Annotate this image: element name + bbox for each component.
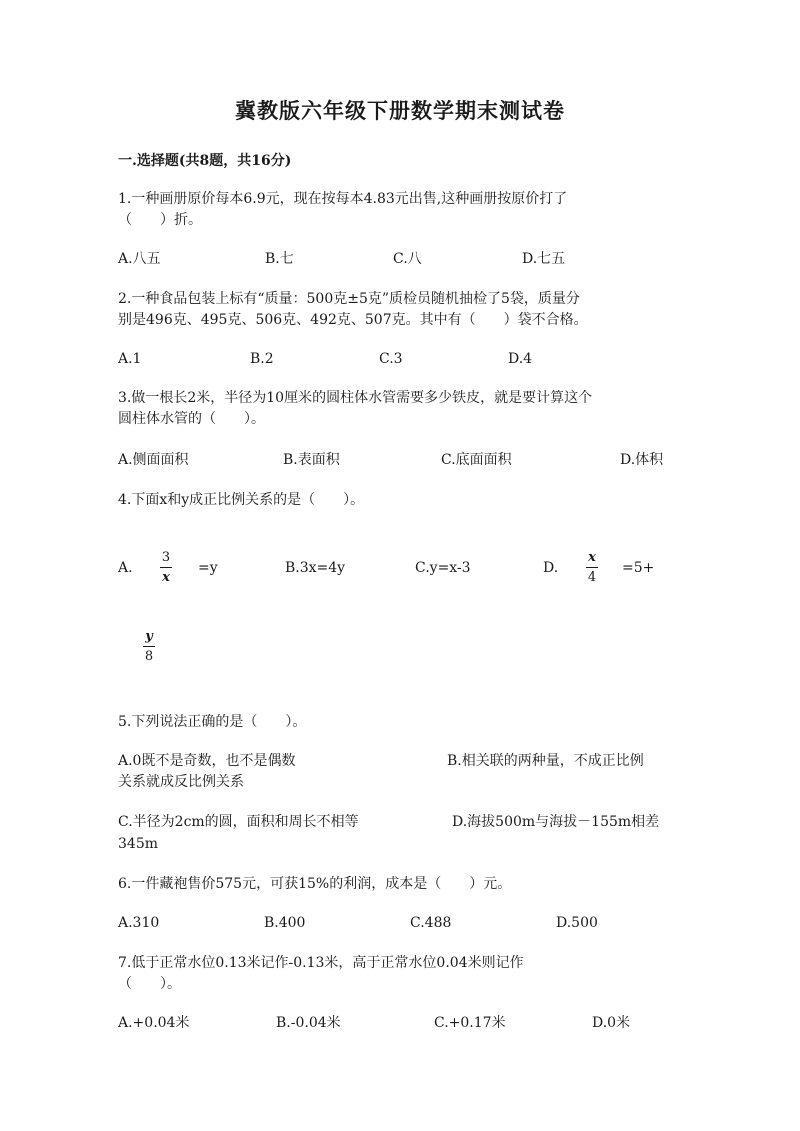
question-5-option-b-line-2: 关系就成反比例关系 — [118, 774, 244, 790]
question-4-option-d-label: D. — [543, 560, 559, 576]
question-6-option-d: D.500 — [556, 915, 598, 931]
question-4-option-c: C.y=x-3 — [415, 560, 471, 576]
question-1-option-c: C.八 — [393, 251, 422, 267]
question-4-option-d-tail: =5+ — [622, 560, 655, 576]
question-7-line-2: （ ）。 — [118, 976, 181, 992]
question-2-option-b: B.2 — [250, 351, 274, 367]
question-4-option-a-label: A. — [118, 560, 133, 576]
section-heading: 一.选择题(共8题，共16分) — [118, 153, 292, 169]
question-3-line-2: 圆柱体水管的（ ）。 — [118, 411, 265, 427]
question-1-line-2: （ ）折。 — [118, 212, 202, 228]
question-1-line-1: 1.一种画册原价每本6.9元，现在按每本4.83元出售,这种画册按原价打了 — [118, 191, 568, 207]
question-5-option-b-line-1: B.相关联的两种量，不成正比例 — [447, 753, 644, 769]
question-1-option-d: D.七五 — [522, 251, 566, 267]
question-7-option-d: D.0米 — [592, 1015, 631, 1031]
question-1-option-a: A.八五 — [118, 251, 161, 267]
page-title: 冀教版六年级下册数学期末测试卷 — [235, 98, 565, 123]
question-4-option-d-fraction — [586, 550, 598, 585]
question-3-option-d: D.体积 — [620, 452, 664, 468]
question-5-option-d-line-1: D.海拔500m与海拔－155m相差 — [452, 814, 660, 830]
question-6-option-b: B.400 — [264, 915, 306, 931]
question-3-option-c: C.底面面积 — [441, 452, 512, 468]
question-2-option-a: A.1 — [118, 351, 142, 367]
question-5-option-c: C.半径为2cm的圆，面积和周长不相等 — [118, 814, 359, 830]
fraction-numerator: y — [145, 629, 153, 644]
question-4-option-a-tail: =y — [198, 560, 218, 576]
question-4-option-b: B.3x=4y — [285, 560, 346, 576]
question-5-option-a: A.0既不是奇数，也不是偶数 — [118, 753, 296, 769]
fraction-denominator: 8 — [144, 649, 154, 664]
fraction-bar — [586, 567, 598, 568]
question-1-option-b: B.七 — [265, 251, 294, 267]
question-7-option-b: B.-0.04米 — [276, 1015, 341, 1031]
question-2-option-d: D.4 — [508, 351, 533, 367]
fraction-numerator: x — [588, 550, 596, 565]
question-5-line-1: 5.下列说法正确的是（ ）。 — [118, 714, 307, 730]
question-2-line-1: 2.一种食品包装上标有“质量：500克±5克”质检员随机抽检了5袋，质量分 — [118, 291, 580, 307]
question-3-line-1: 3.做一根长2米，半径为10厘米的圆柱体水管需要多少铁皮，就是要计算这个 — [118, 390, 593, 406]
question-2-option-c: C.3 — [379, 351, 403, 367]
question-6-option-c: C.488 — [410, 915, 452, 931]
question-5-option-d-line-2: 345m — [118, 836, 158, 852]
fraction-numerator: 3 — [161, 550, 171, 565]
fraction-denominator: 4 — [587, 570, 597, 585]
question-4-line-1: 4.下面x和y成正比例关系的是（ ）。 — [118, 492, 365, 508]
fraction-denominator: x — [162, 570, 170, 585]
question-4-option-a-fraction — [160, 550, 172, 585]
question-6-option-a: A.310 — [118, 915, 160, 931]
question-7-line-1: 7.低于正常水位0.13米记作-0.13米，高于正常水位0.04米则记作 — [118, 955, 524, 971]
question-2-line-2: 别是496克、495克、506克、492克、507克。其中有（ ）袋不合格。 — [118, 312, 588, 328]
question-3-option-b: B.表面积 — [283, 452, 340, 468]
question-6-line-1: 6.一件藏袍售价575元，可获15%的利润，成本是（ ）元。 — [118, 876, 512, 892]
question-7-option-a: A.+0.04米 — [118, 1015, 190, 1031]
fraction-bar — [143, 646, 155, 647]
fraction-bar — [160, 567, 172, 568]
question-4-option-d-fraction-2 — [143, 629, 155, 664]
question-3-option-a: A.侧面面积 — [118, 452, 189, 468]
question-7-option-c: C.+0.17米 — [434, 1015, 506, 1031]
